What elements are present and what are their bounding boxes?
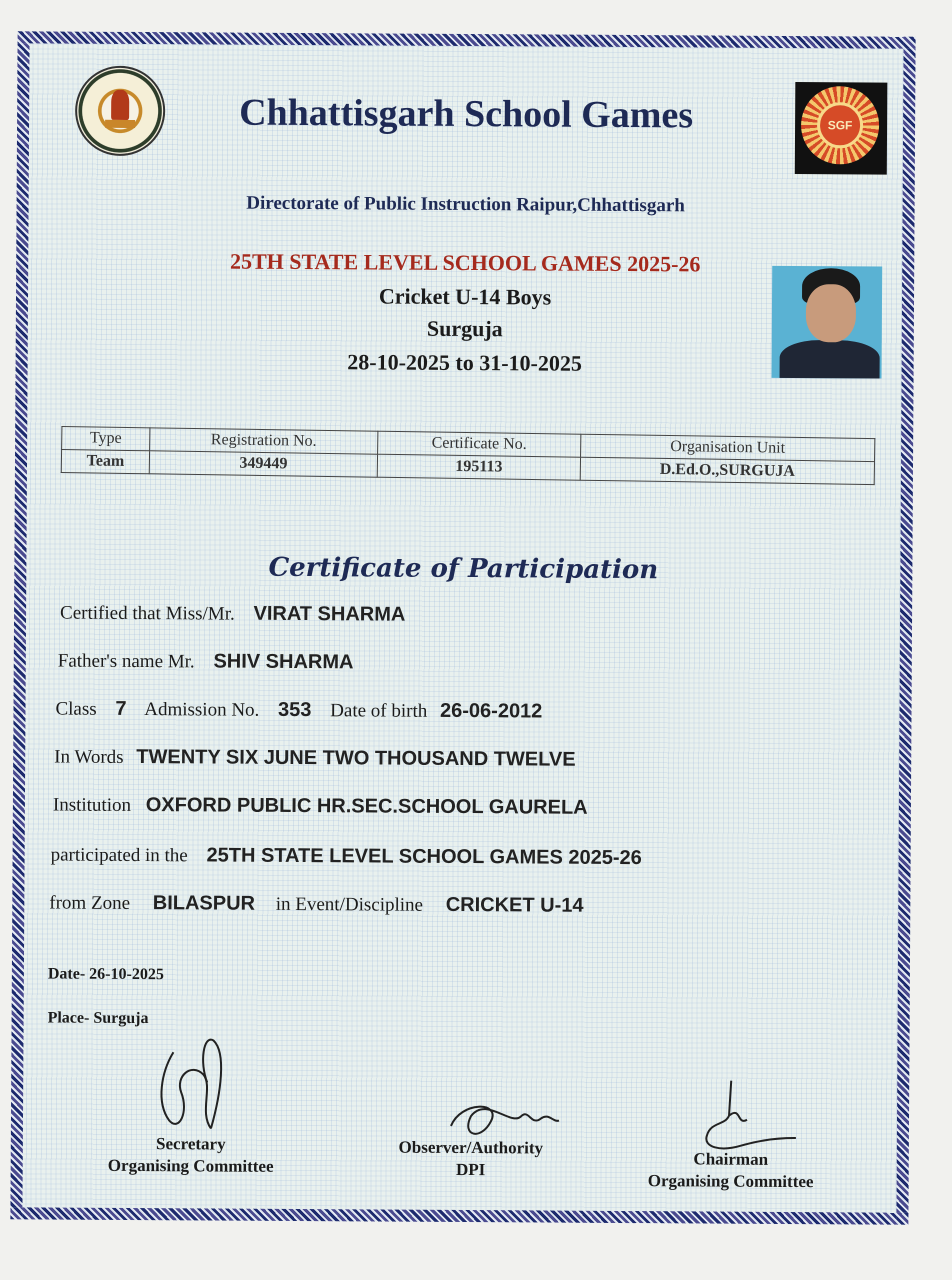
info-header-registration: Registration No. xyxy=(150,428,378,454)
certified-label: Certified that Miss/Mr. xyxy=(60,602,235,625)
father-label: Father's name Mr. xyxy=(57,650,195,673)
participant-name: VIRAT SHARMA xyxy=(253,602,406,626)
info-value-certificate: 195113 xyxy=(377,454,580,480)
certificate-heading: Certificate of Participation xyxy=(268,552,659,586)
institution-value: OXFORD PUBLIC HR.SEC.SCHOOL GAURELA xyxy=(145,794,588,819)
sgf-logo-text: SGF xyxy=(817,102,863,148)
certificate-title: Chhattisgarh School Games xyxy=(239,91,694,137)
participated-row xyxy=(51,843,656,870)
father-row xyxy=(58,650,368,675)
issue-place: Place- Surguja xyxy=(47,1009,149,1028)
words-row xyxy=(54,746,590,772)
dates-line: 28-10-2025 to 31-10-2025 xyxy=(347,349,583,376)
event-value: CRICKET U-14 xyxy=(445,893,584,917)
words-label: In Words xyxy=(54,746,124,768)
observer-title: Observer/Authority xyxy=(398,1137,544,1158)
info-value-type: Team xyxy=(61,449,149,473)
venue-line: Surguja xyxy=(426,315,503,342)
info-header-organisation: Organisation Unit xyxy=(581,434,875,461)
name-row xyxy=(60,602,419,627)
discipline-line: Cricket U-14 Boys xyxy=(378,283,552,310)
secretary-subtitle: Organising Committee xyxy=(107,1155,274,1176)
father-name: SHIV SHARMA xyxy=(213,650,354,674)
class-value: 7 xyxy=(115,697,127,720)
institution-row xyxy=(53,793,602,819)
zone-label: from Zone xyxy=(49,892,131,914)
event-label: in Event/Discipline xyxy=(275,893,424,916)
zone-row xyxy=(49,891,597,917)
participated-label: participated in the xyxy=(50,844,188,867)
chairman-subtitle: Organising Committee xyxy=(647,1171,814,1192)
admission-value: 353 xyxy=(278,698,312,722)
institution-label: Institution xyxy=(52,794,132,816)
chairman-title: Chairman xyxy=(693,1149,769,1169)
certificate-sheet xyxy=(10,31,915,1224)
observer-subtitle: DPI xyxy=(455,1159,486,1180)
event-name: 25TH STATE LEVEL SCHOOL GAMES 2025-26 xyxy=(229,248,701,277)
class-label: Class xyxy=(55,698,97,720)
participated-value: 25TH STATE LEVEL SCHOOL GAMES 2025-26 xyxy=(206,844,642,870)
zone-value: BILASPUR xyxy=(152,892,256,915)
dob-value: 26-06-2012 xyxy=(439,699,543,723)
info-header-type: Type xyxy=(62,426,150,450)
directorate-line: Directorate of Public Instruction Raipur,Chhattisgarh xyxy=(246,192,685,217)
secretary-title: Secretary xyxy=(156,1134,226,1154)
dob-label: Date of birth xyxy=(330,700,428,722)
secretary-signature xyxy=(151,1032,242,1143)
participant-photo xyxy=(772,266,883,379)
issue-date: Date- 26-10-2025 xyxy=(47,965,164,984)
class-row xyxy=(55,698,556,724)
dob-words: TWENTY SIX JUNE TWO THOUSAND TWELVE xyxy=(136,746,576,771)
sgf-logo-icon xyxy=(795,82,888,175)
admission-label: Admission No. xyxy=(144,699,260,721)
info-value-registration: 349449 xyxy=(149,451,377,477)
info-header-certificate: Certificate No. xyxy=(378,431,581,457)
info-value-organisation: D.Ed.O.,SURGUJA xyxy=(580,457,874,484)
